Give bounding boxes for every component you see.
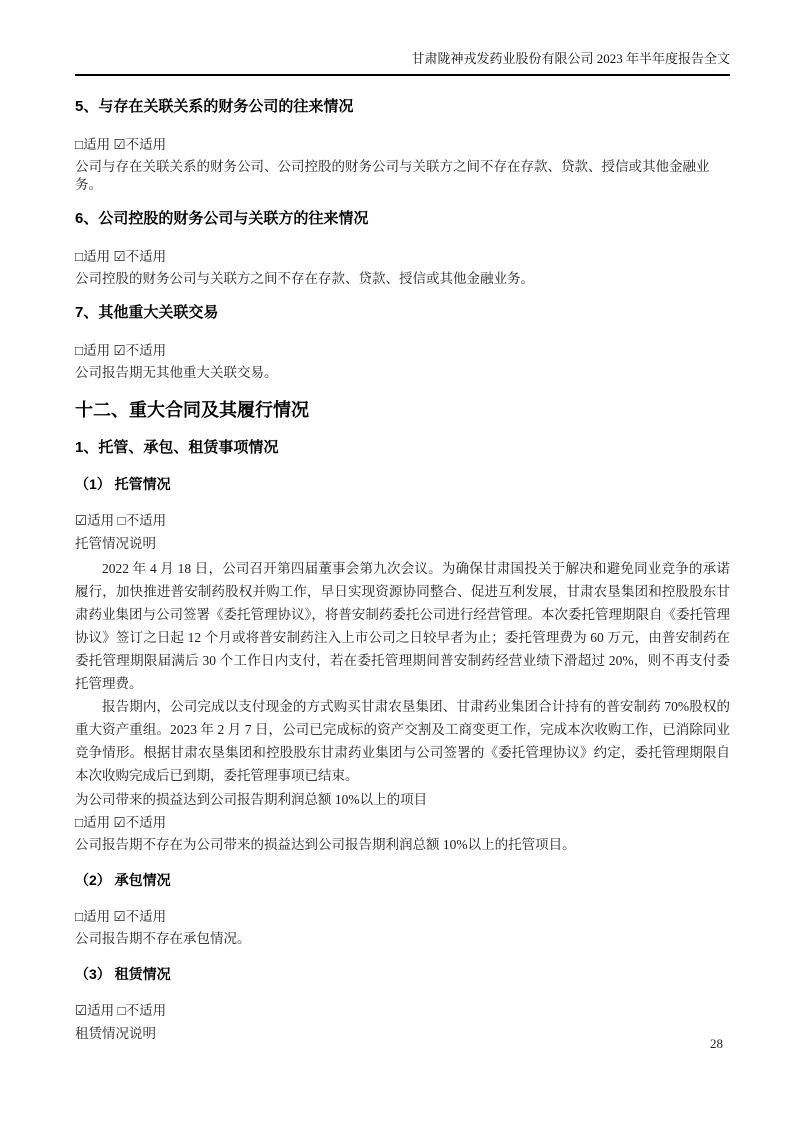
custody-heading: （1） 托管情况 <box>75 476 171 492</box>
custody-gain-body: 公司报告期不存在为公司带来的损益达到公司报告期利润总额 10%以上的托管项目。 <box>75 837 576 852</box>
section-7-heading: 7、其他重大关联交易 <box>75 304 219 321</box>
section-5-heading: 5、与存在关联关系的财务公司的往来情况 <box>75 98 354 115</box>
header-divider <box>75 74 730 76</box>
custody-applicability: ☑适用 □不适用 <box>75 513 167 528</box>
contracting-applicability: □适用 ☑不适用 <box>75 909 167 924</box>
contracting-body: 公司报告期不存在承包情况。 <box>75 931 251 946</box>
header-title: 甘肃陇神戎发药业股份有限公司 2023 年半年度报告全文 <box>411 51 730 66</box>
leasing-heading: （3） 租赁情况 <box>75 966 171 982</box>
section-6-body: 公司控股的财务公司与关联方之间不存在存款、贷款、授信或其他金融业务。 <box>75 271 534 286</box>
custody-note-label: 托管情况说明 <box>75 536 156 551</box>
section-6-heading: 6、公司控股的财务公司与关联方的往来情况 <box>75 210 369 227</box>
chapter-12-heading: 十二、重大合同及其履行情况 <box>75 400 309 420</box>
custody-paragraph-1: 2022 年 4 月 18 日，公司召开第四届董事会第九次会议。为确保甘肃国投关于解决和避免同业竞争的承诺履行，加快推进普安制药股权并购工作，早日实现资源协同整合、促进互利发展，甘肃农垦集团和控股股东甘肃药业集团与公司签署《委托管理协议》，将普安制药委托公司进行经营管理。本次委托管理期限自《委托管理协议》签订之日起 12 个月或将普安制药注入上市公司之日较早者为止；委托管理费为 60 万元，由普安制药在委托管理期限届满后 30 个工作日内支付，若在委托管理期间普安制药经营业绩下滑超过 20%，则不再支付委托管理费。 <box>75 561 730 691</box>
leasing-note-label: 租赁情况说明 <box>75 1026 156 1041</box>
section-5-applicability: □适用 ☑不适用 <box>75 137 167 152</box>
custody-gain-label: 为公司带来的损益达到公司报告期利润总额 10%以上的项目 <box>75 792 428 807</box>
contracting-heading: （2） 承包情况 <box>75 872 171 888</box>
leasing-applicability: ☑适用 □不适用 <box>75 1003 167 1018</box>
section-7-body: 公司报告期无其他重大关联交易。 <box>75 365 278 380</box>
custody-gain-applicability: □适用 ☑不适用 <box>75 815 167 830</box>
section-5-body: 公司与存在关联关系的财务公司、公司控股的财务公司与关联方之间不存在存款、贷款、授信或其他金融业务。 <box>75 159 710 192</box>
chapter-12-sub-1-heading: 1、托管、承包、租赁事项情况 <box>75 439 279 456</box>
page-number: 28 <box>710 1036 723 1051</box>
section-7-applicability: □适用 ☑不适用 <box>75 343 167 358</box>
section-6-applicability: □适用 ☑不适用 <box>75 249 167 264</box>
custody-paragraph-2: 报告期内，公司完成以支付现金的方式购买甘肃农垦集团、甘肃药业集团合计持有的普安制药 70%股权的重大资产重组。2023 年 2 月 7 日，公司已完成标的资产交割及工商变更工作，完成本次收购工作，已消除同业竞争情形。根据甘肃农垦集团和控股股东甘肃药业集团与公司签署的《委托管理协议》约定，委托管理期限自本次收购完成后已到期，委托管理事项已结束。 <box>75 699 730 783</box>
page-header <box>75 50 730 74</box>
